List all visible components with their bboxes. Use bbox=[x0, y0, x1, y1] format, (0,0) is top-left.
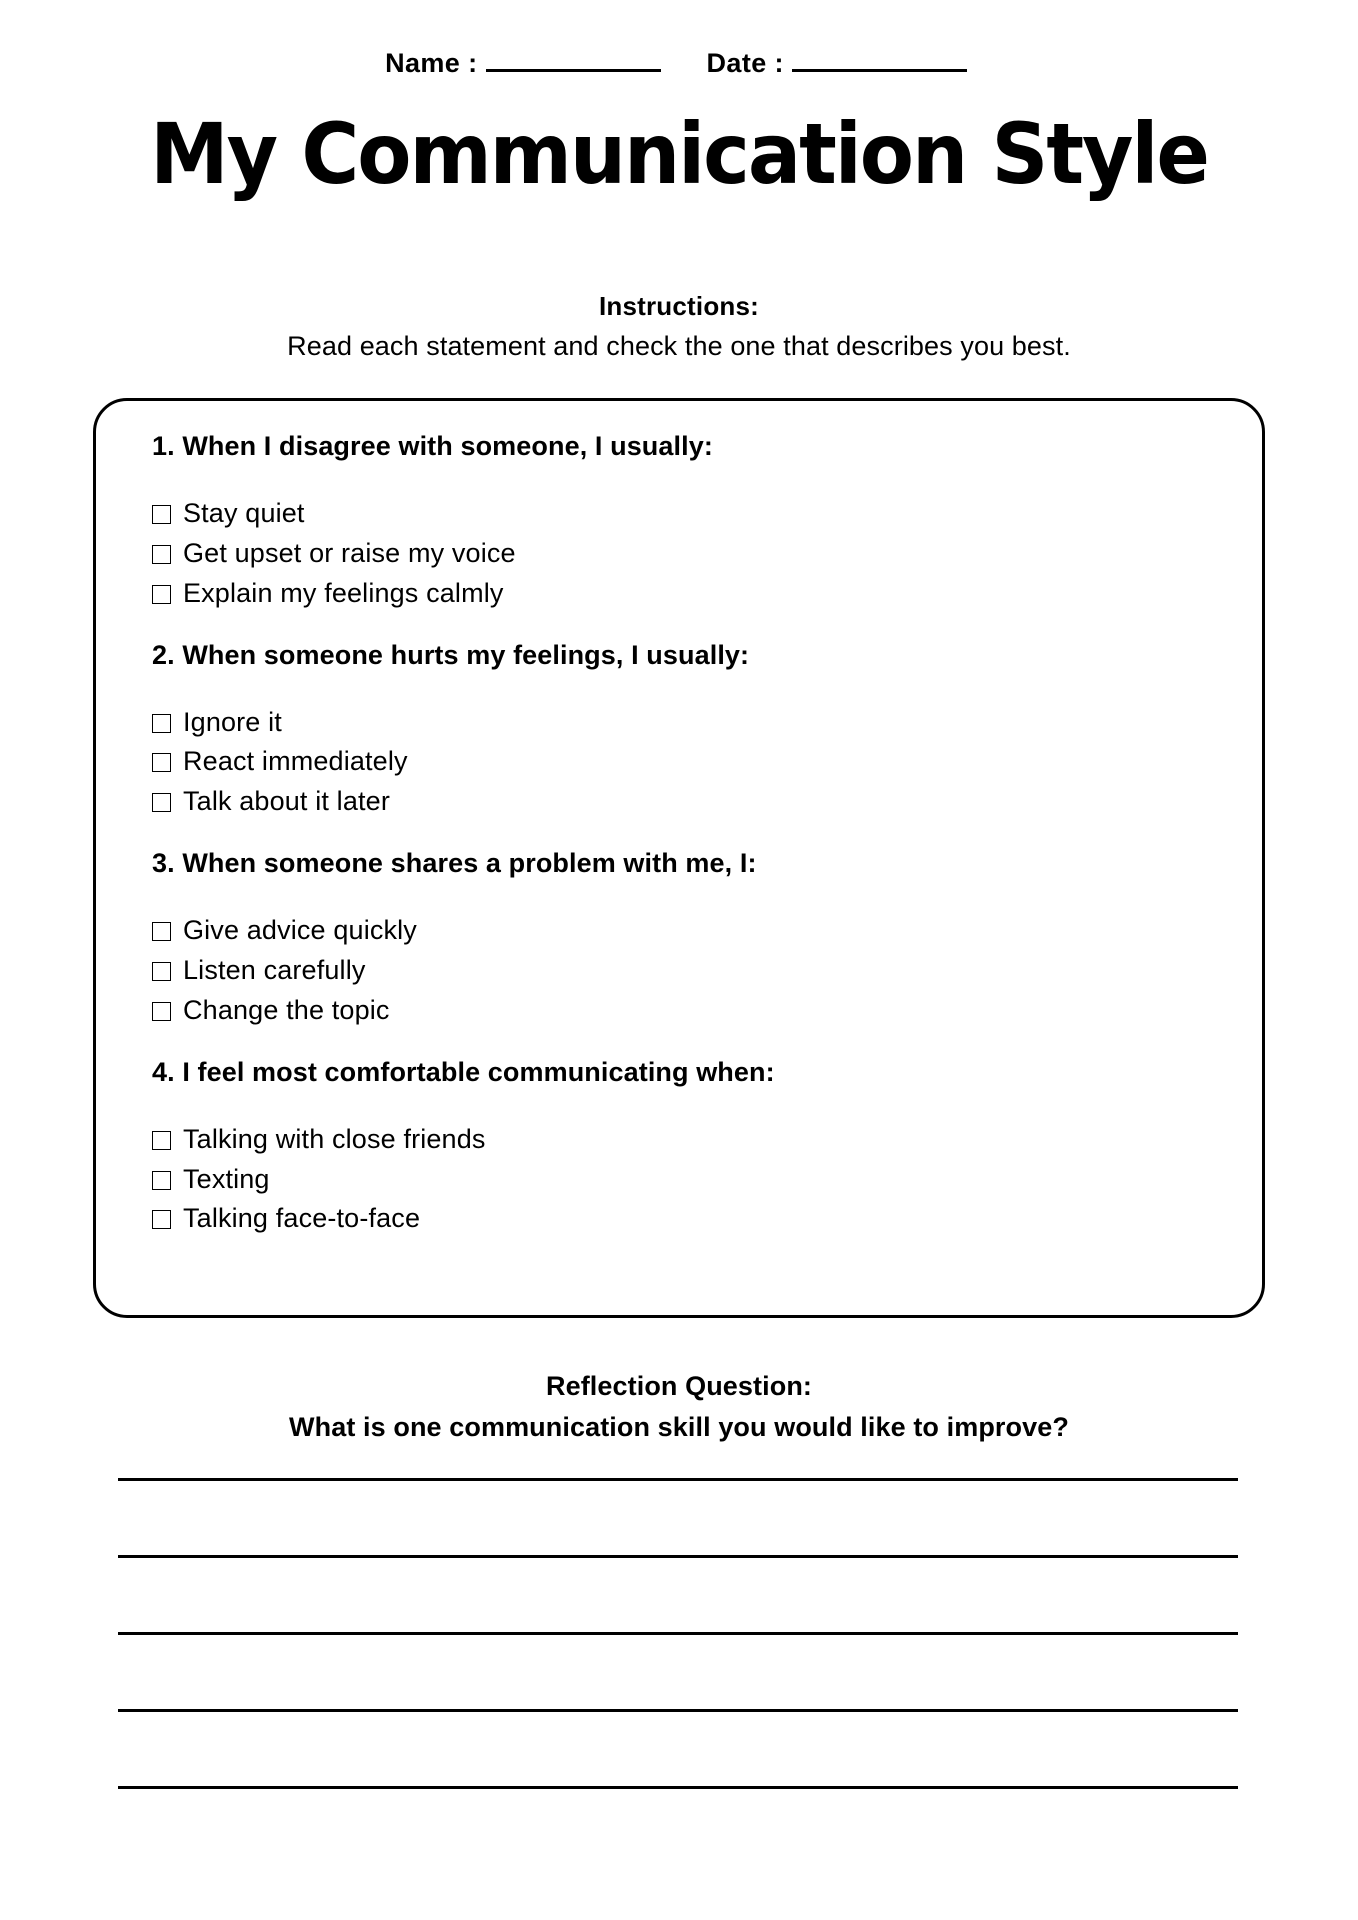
answer-line[interactable] bbox=[118, 1555, 1238, 1558]
checkbox-option[interactable] bbox=[152, 578, 1232, 610]
question-options bbox=[152, 707, 1232, 819]
questions-panel bbox=[93, 398, 1265, 1318]
option-label: Change the topic bbox=[183, 994, 390, 1025]
question-options bbox=[152, 498, 1232, 610]
checkbox-icon[interactable] bbox=[152, 1002, 171, 1021]
checkbox-option[interactable] bbox=[152, 995, 1232, 1027]
checkbox-icon[interactable] bbox=[152, 505, 171, 524]
checkbox-icon[interactable] bbox=[152, 753, 171, 772]
name-date-header bbox=[0, 48, 1358, 79]
reflection-block bbox=[0, 1368, 1358, 1445]
option-label: Talking with close friends bbox=[183, 1123, 486, 1154]
question-heading: 4. I feel most comfortable communicating when: bbox=[152, 1056, 775, 1087]
question-block-3 bbox=[152, 848, 1232, 1027]
option-label: Get upset or raise my voice bbox=[183, 537, 516, 568]
checkbox-option[interactable] bbox=[152, 746, 1232, 778]
checkbox-option[interactable] bbox=[152, 955, 1232, 987]
question-options bbox=[152, 915, 1232, 1027]
answer-line[interactable] bbox=[118, 1786, 1238, 1789]
checkbox-option[interactable] bbox=[152, 1124, 1232, 1156]
date-blank-line[interactable] bbox=[792, 68, 967, 72]
instructions-body: Read each statement and check the one that describes you best. bbox=[287, 330, 1071, 361]
answer-lines bbox=[118, 1478, 1238, 1789]
checkbox-option[interactable] bbox=[152, 538, 1232, 570]
checkbox-option[interactable] bbox=[152, 1203, 1232, 1235]
answer-line[interactable] bbox=[118, 1709, 1238, 1712]
option-label: Talk about it later bbox=[183, 786, 390, 817]
option-label: Talking face-to-face bbox=[183, 1203, 421, 1234]
instructions-heading: Instructions: bbox=[598, 291, 760, 321]
instructions-block bbox=[0, 288, 1358, 365]
page-title: My Communication Style bbox=[150, 105, 1208, 203]
question-block-1 bbox=[152, 431, 1232, 610]
question-heading: 3. When someone shares a problem with me, I: bbox=[152, 848, 757, 879]
option-label: Texting bbox=[183, 1163, 270, 1194]
checkbox-option[interactable] bbox=[152, 786, 1232, 818]
checkbox-icon[interactable] bbox=[152, 922, 171, 941]
option-label: Stay quiet bbox=[183, 498, 305, 528]
checkbox-icon[interactable] bbox=[152, 585, 171, 604]
reflection-prompt: What is one communication skill you would like to improve? bbox=[289, 1411, 1069, 1442]
name-blank-line[interactable] bbox=[486, 68, 661, 72]
option-label: React immediately bbox=[183, 746, 408, 777]
question-heading: 2. When someone hurts my feelings, I usually: bbox=[152, 639, 750, 670]
date-label: Date : bbox=[706, 48, 784, 78]
checkbox-option[interactable] bbox=[152, 915, 1232, 947]
checkbox-icon[interactable] bbox=[152, 1171, 171, 1190]
option-label: Give advice quickly bbox=[183, 915, 417, 946]
reflection-heading: Reflection Question: bbox=[545, 1371, 812, 1401]
checkbox-icon[interactable] bbox=[152, 1210, 171, 1229]
questions-list bbox=[152, 431, 1232, 1235]
checkbox-icon[interactable] bbox=[152, 962, 171, 981]
checkbox-icon[interactable] bbox=[152, 793, 171, 812]
option-label: Ignore it bbox=[183, 706, 282, 737]
option-label: Explain my feelings calmly bbox=[183, 577, 504, 608]
checkbox-icon[interactable] bbox=[152, 545, 171, 564]
question-block-4 bbox=[152, 1057, 1232, 1236]
question-block-2 bbox=[152, 640, 1232, 819]
checkbox-option[interactable] bbox=[152, 498, 1232, 530]
question-heading: 1. When I disagree with someone, I usually: bbox=[152, 431, 713, 461]
answer-line[interactable] bbox=[118, 1478, 1238, 1481]
checkbox-option[interactable] bbox=[152, 707, 1232, 739]
checkbox-option[interactable] bbox=[152, 1164, 1232, 1196]
answer-line[interactable] bbox=[118, 1632, 1238, 1635]
question-options bbox=[152, 1124, 1232, 1236]
option-label: Listen carefully bbox=[183, 955, 366, 986]
checkbox-icon[interactable] bbox=[152, 1131, 171, 1150]
name-label: Name : bbox=[385, 48, 478, 78]
checkbox-icon[interactable] bbox=[152, 714, 171, 733]
